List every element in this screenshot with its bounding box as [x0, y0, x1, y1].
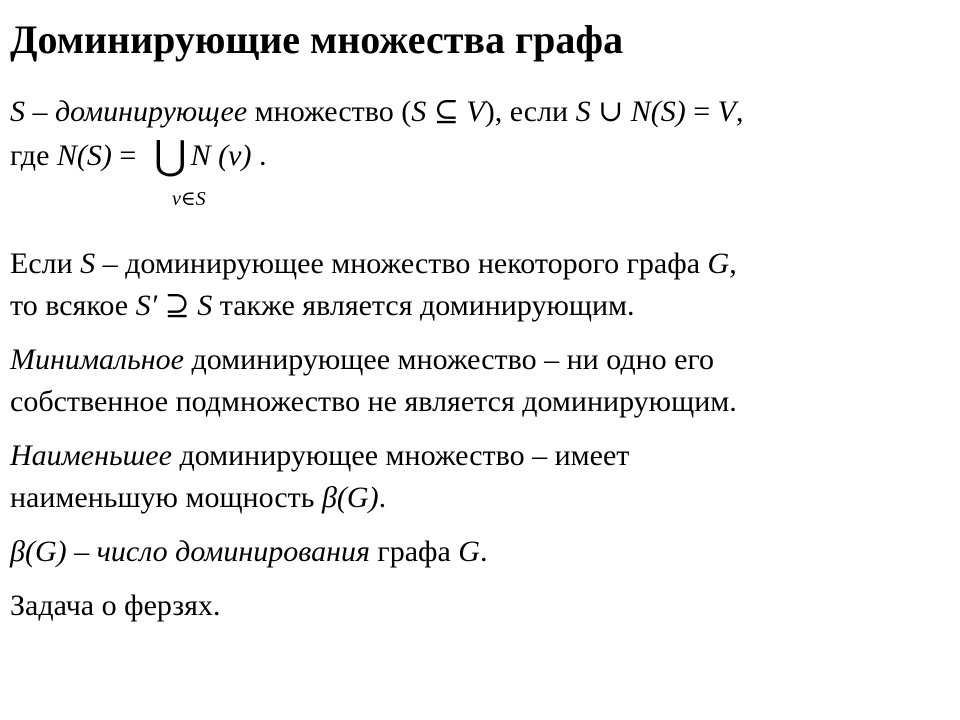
text: где	[10, 139, 57, 172]
var-g: G	[458, 535, 480, 568]
text: то всякое	[10, 289, 136, 322]
equals-symbol: =	[111, 139, 144, 172]
paragraph-3-line-2: собственное подмножество не является доминирующим.	[10, 385, 737, 418]
period: .	[378, 481, 387, 514]
var-s: S	[575, 95, 591, 128]
union-subscript: v∈S	[172, 188, 206, 210]
text: Если	[10, 247, 81, 280]
beta-argument: (G)	[336, 481, 379, 514]
text: также является доминирующим.	[212, 289, 635, 322]
var-g: G	[707, 247, 730, 280]
var-s: S	[10, 95, 25, 128]
comma: ,	[736, 95, 744, 128]
var-v: V	[466, 95, 485, 128]
var-v: V	[717, 95, 736, 128]
beta-argument: (G)	[24, 535, 67, 568]
var-beta: β	[10, 535, 25, 568]
var-n: N	[56, 139, 77, 172]
text: ), если	[484, 95, 576, 128]
var-n: N	[630, 95, 651, 128]
var-s: S	[197, 289, 213, 322]
paragraph-4-line-2	[10, 478, 386, 518]
definition-line-2	[10, 133, 267, 178]
var-beta: β	[321, 481, 337, 514]
big-union-symbol: ⋃	[153, 133, 187, 178]
text: графа	[369, 535, 459, 568]
term-domination-number: – число доминирования	[66, 535, 370, 568]
text: множество (	[247, 95, 412, 128]
n-argument: (S)	[650, 95, 686, 128]
term-dominating: – доминирующее	[25, 95, 248, 128]
text: доминирующее множество – ни одно его	[183, 343, 715, 376]
var-s: S	[411, 95, 427, 128]
paragraph-3-line-1	[10, 340, 714, 380]
text: наименьшую мощность	[10, 481, 322, 514]
comma: ,	[729, 247, 737, 280]
slide-title: Доминирующие множества графа	[10, 17, 624, 62]
period: .	[479, 535, 488, 568]
var-s-prime: S′	[135, 289, 158, 322]
subset-symbol: ⊆	[426, 95, 467, 128]
paragraph-2-line-1	[10, 244, 737, 284]
text: доминирующее множество – имеет	[171, 439, 630, 472]
n-argument: (S)	[76, 139, 112, 172]
paragraph-2-line-2	[10, 286, 635, 326]
var-s: S	[80, 247, 96, 280]
superset-symbol: ⊇	[157, 289, 198, 322]
var-n: N	[190, 139, 211, 172]
equals-symbol: =	[685, 95, 718, 128]
term-smallest: Наименьшее	[10, 439, 172, 472]
n-argument: (v)	[210, 139, 252, 172]
paragraph-4-line-1	[10, 436, 629, 476]
paragraph-6: Задача о ферзях.	[10, 589, 221, 622]
text: – доминирующее множество некоторого графа	[95, 247, 708, 280]
union-symbol: ∪	[590, 95, 631, 128]
paragraph-5	[10, 532, 487, 572]
term-minimal: Минимальное	[10, 343, 184, 376]
definition-line-1	[10, 92, 744, 132]
period: .	[251, 139, 267, 172]
